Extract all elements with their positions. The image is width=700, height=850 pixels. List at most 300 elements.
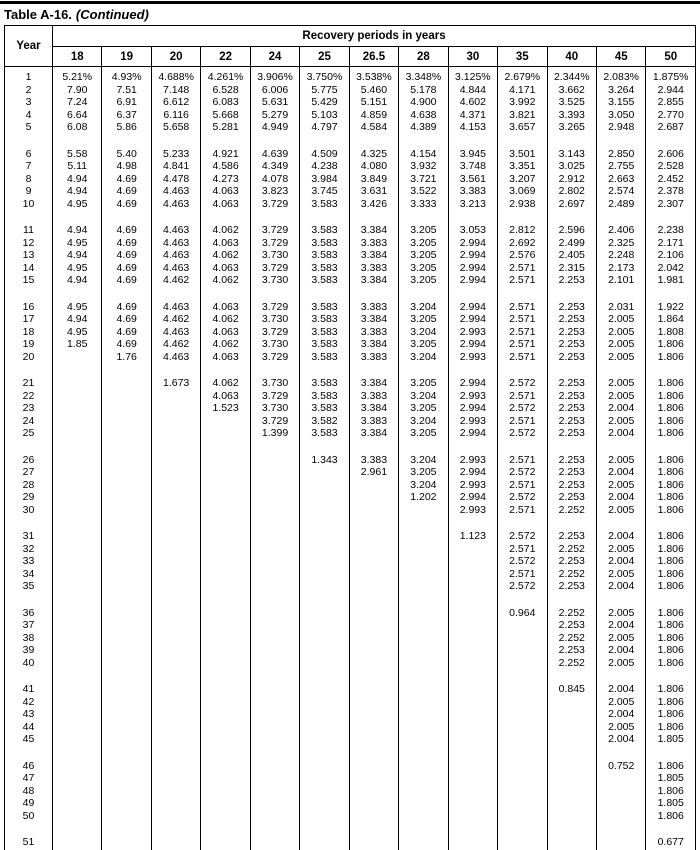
value-cell: 3.384: [349, 377, 398, 390]
value-cell: [250, 772, 299, 785]
group-spacer-row: [5, 822, 696, 836]
value-cell: 1.806: [646, 760, 696, 773]
value-cell: 4.371: [448, 109, 497, 122]
value-cell: [399, 555, 448, 568]
value-cell: 2.452: [646, 173, 696, 186]
value-cell: [53, 696, 102, 709]
value-cell: 4.478: [151, 173, 200, 186]
value-cell: 2.253: [547, 377, 596, 390]
value-cell: [349, 580, 398, 593]
value-cell: [448, 733, 497, 746]
table-row: [5, 313, 696, 326]
table-row: [5, 262, 696, 275]
value-cell: 4.063: [201, 185, 250, 198]
year-cell: 30: [5, 504, 53, 517]
value-cell: 2.571: [498, 454, 547, 467]
year-cell: 42: [5, 696, 53, 709]
value-cell: 5.21%: [53, 67, 102, 84]
table-title: [0, 4, 700, 25]
value-cell: 5.658: [151, 121, 200, 134]
value-cell: [399, 543, 448, 556]
value-cell: [448, 683, 497, 696]
value-cell: 6.08: [53, 121, 102, 134]
value-cell: [448, 580, 497, 593]
value-cell: [53, 555, 102, 568]
value-cell: [53, 810, 102, 823]
value-cell: 2.572: [498, 555, 547, 568]
value-cell: [250, 657, 299, 670]
value-cell: 2.253: [547, 301, 596, 314]
value-cell: 2.173: [596, 262, 645, 275]
value-cell: [498, 772, 547, 785]
value-cell: 3.538%: [349, 67, 398, 84]
value-cell: 4.69: [102, 301, 151, 314]
value-cell: [349, 810, 398, 823]
year-cell: 1: [5, 67, 53, 84]
value-cell: [399, 632, 448, 645]
value-cell: [448, 555, 497, 568]
year-cell: 24: [5, 415, 53, 428]
year-cell: 39: [5, 644, 53, 657]
value-cell: [349, 555, 398, 568]
value-cell: 4.841: [151, 160, 200, 173]
value-cell: [547, 797, 596, 810]
table-row: [5, 249, 696, 262]
value-cell: 2.571: [498, 326, 547, 339]
value-cell: [53, 454, 102, 467]
value-cell: [201, 415, 250, 428]
value-cell: 2.005: [596, 657, 645, 670]
value-cell: 4.586: [201, 160, 250, 173]
value-cell: 4.462: [151, 338, 200, 351]
value-cell: 3.384: [349, 402, 398, 415]
value-cell: 3.383: [349, 415, 398, 428]
value-cell: 1.76: [102, 351, 151, 364]
value-cell: 1.806: [646, 402, 696, 415]
value-cell: 5.103: [300, 109, 349, 122]
value-cell: 4.69: [102, 274, 151, 287]
group-spacer-row: [5, 287, 696, 301]
year-cell: 16: [5, 301, 53, 314]
value-cell: 4.463: [151, 224, 200, 237]
value-cell: [399, 696, 448, 709]
value-cell: 2.572: [498, 580, 547, 593]
value-cell: 3.204: [399, 390, 448, 403]
value-cell: [102, 632, 151, 645]
value-cell: [596, 797, 645, 810]
value-cell: 2.253: [547, 644, 596, 657]
year-cell: 34: [5, 568, 53, 581]
value-cell: 4.063: [201, 198, 250, 211]
value-cell: 3.945: [448, 148, 497, 161]
period-column-header: 35: [498, 47, 547, 67]
value-cell: [300, 466, 349, 479]
value-cell: [201, 644, 250, 657]
group-spacer-row: [5, 134, 696, 148]
value-cell: 3.383: [349, 262, 398, 275]
value-cell: 2.344%: [547, 67, 596, 84]
table-row: [5, 760, 696, 773]
value-cell: [547, 836, 596, 850]
value-cell: [250, 683, 299, 696]
value-cell: [102, 402, 151, 415]
value-cell: 3.265: [547, 121, 596, 134]
value-cell: 2.005: [596, 326, 645, 339]
value-cell: [399, 785, 448, 798]
value-cell: 3.582: [300, 415, 349, 428]
value-cell: 0.752: [596, 760, 645, 773]
table-row: [5, 785, 696, 798]
value-cell: 4.349: [250, 160, 299, 173]
year-cell: 48: [5, 785, 53, 798]
value-cell: 3.205: [399, 377, 448, 390]
value-cell: 2.572: [498, 466, 547, 479]
value-cell: 3.729: [250, 224, 299, 237]
value-cell: [399, 530, 448, 543]
value-cell: [498, 797, 547, 810]
value-cell: [349, 568, 398, 581]
value-cell: 2.005: [596, 568, 645, 581]
value-cell: [151, 580, 200, 593]
year-cell: 15: [5, 274, 53, 287]
table-row: [5, 301, 696, 314]
value-cell: [250, 504, 299, 517]
value-cell: 2.912: [547, 173, 596, 186]
value-cell: 2.697: [547, 198, 596, 211]
value-cell: 5.281: [201, 121, 250, 134]
value-cell: [547, 772, 596, 785]
table-row: [5, 644, 696, 657]
value-cell: [53, 504, 102, 517]
value-cell: 3.205: [399, 249, 448, 262]
depreciation-table: [4, 25, 696, 850]
value-cell: [300, 721, 349, 734]
value-cell: [399, 568, 448, 581]
value-cell: [349, 797, 398, 810]
value-cell: [151, 543, 200, 556]
value-cell: 3.583: [300, 301, 349, 314]
value-cell: [151, 619, 200, 632]
value-cell: 1.806: [646, 785, 696, 798]
value-cell: 2.004: [596, 402, 645, 415]
table-row: [5, 121, 696, 134]
value-cell: 3.748: [448, 160, 497, 173]
value-cell: 7.148: [151, 84, 200, 97]
value-cell: [399, 644, 448, 657]
value-cell: [102, 760, 151, 773]
value-cell: 2.993: [448, 390, 497, 403]
value-cell: [201, 785, 250, 798]
value-cell: [399, 607, 448, 620]
period-column-header: 28: [399, 47, 448, 67]
value-cell: [498, 708, 547, 721]
value-cell: [53, 772, 102, 785]
value-cell: [201, 568, 250, 581]
value-cell: 3.745: [300, 185, 349, 198]
year-cell: 23: [5, 402, 53, 415]
period-column-header: 26.5: [349, 47, 398, 67]
value-cell: [102, 454, 151, 467]
value-cell: 3.522: [399, 185, 448, 198]
value-cell: 1.875%: [646, 67, 696, 84]
value-cell: [349, 644, 398, 657]
value-cell: 2.993: [448, 415, 497, 428]
value-cell: 2.005: [596, 632, 645, 645]
value-cell: [250, 733, 299, 746]
value-cell: 1.806: [646, 721, 696, 734]
value-cell: 2.770: [646, 109, 696, 122]
value-cell: [151, 760, 200, 773]
value-cell: 4.94: [53, 173, 102, 186]
value-cell: 4.69: [102, 173, 151, 186]
value-cell: [201, 555, 250, 568]
value-cell: [102, 836, 151, 850]
value-cell: 2.004: [596, 427, 645, 440]
value-cell: [300, 580, 349, 593]
value-cell: 2.005: [596, 543, 645, 556]
value-cell: 2.993: [448, 454, 497, 467]
value-cell: 1.343: [300, 454, 349, 467]
value-cell: 3.383: [349, 326, 398, 339]
value-cell: [102, 644, 151, 657]
value-cell: 6.116: [151, 109, 200, 122]
value-cell: 5.631: [250, 96, 299, 109]
table-row: [5, 173, 696, 186]
value-cell: [151, 708, 200, 721]
value-cell: [53, 785, 102, 798]
value-cell: [250, 696, 299, 709]
value-cell: [53, 402, 102, 415]
value-cell: [448, 607, 497, 620]
value-cell: 2.004: [596, 733, 645, 746]
value-cell: 3.729: [250, 301, 299, 314]
value-cell: [53, 415, 102, 428]
value-cell: 3.204: [399, 479, 448, 492]
value-cell: 2.238: [646, 224, 696, 237]
value-cell: 2.252: [547, 543, 596, 556]
table-row: [5, 810, 696, 823]
value-cell: [53, 797, 102, 810]
value-cell: [151, 530, 200, 543]
value-cell: [53, 466, 102, 479]
value-cell: [151, 632, 200, 645]
value-cell: 2.252: [547, 568, 596, 581]
value-cell: 1.806: [646, 810, 696, 823]
value-cell: 3.205: [399, 313, 448, 326]
value-cell: 3.348%: [399, 67, 448, 84]
year-cell: 50: [5, 810, 53, 823]
value-cell: 7.90: [53, 84, 102, 97]
value-cell: 3.384: [349, 274, 398, 287]
value-cell: [448, 696, 497, 709]
value-cell: 3.729: [250, 262, 299, 275]
value-cell: 2.307: [646, 198, 696, 211]
value-cell: 1.806: [646, 568, 696, 581]
value-cell: [349, 607, 398, 620]
value-cell: 4.463: [151, 351, 200, 364]
table-title-main: Table A-16.: [4, 7, 72, 22]
value-cell: [151, 466, 200, 479]
value-cell: 3.821: [498, 109, 547, 122]
value-cell: 1.806: [646, 644, 696, 657]
value-cell: 3.729: [250, 237, 299, 250]
value-cell: 4.171: [498, 84, 547, 97]
value-cell: 2.812: [498, 224, 547, 237]
value-cell: [300, 760, 349, 773]
year-cell: 20: [5, 351, 53, 364]
value-cell: [399, 772, 448, 785]
value-cell: [151, 555, 200, 568]
value-cell: 5.178: [399, 84, 448, 97]
value-cell: 1.805: [646, 772, 696, 785]
value-cell: 3.383: [349, 390, 398, 403]
value-cell: 1.808: [646, 326, 696, 339]
table-row: [5, 657, 696, 670]
value-cell: 3.583: [300, 338, 349, 351]
value-cell: [300, 607, 349, 620]
value-cell: [300, 772, 349, 785]
value-cell: [349, 708, 398, 721]
value-cell: 2.574: [596, 185, 645, 198]
value-cell: 2.993: [448, 504, 497, 517]
value-cell: 3.906%: [250, 67, 299, 84]
value-cell: 3.583: [300, 377, 349, 390]
table-row: [5, 632, 696, 645]
value-cell: 2.571: [498, 301, 547, 314]
value-cell: [448, 708, 497, 721]
value-cell: [201, 427, 250, 440]
value-cell: [250, 721, 299, 734]
value-cell: 2.571: [498, 338, 547, 351]
value-cell: 4.462: [151, 274, 200, 287]
table-row: [5, 237, 696, 250]
year-cell: 11: [5, 224, 53, 237]
value-cell: 2.253: [547, 491, 596, 504]
value-cell: 3.204: [399, 415, 448, 428]
group-spacer-row: [5, 746, 696, 760]
value-cell: 1.806: [646, 607, 696, 620]
value-cell: 3.501: [498, 148, 547, 161]
value-cell: 1.806: [646, 351, 696, 364]
table-row: [5, 351, 696, 364]
value-cell: [498, 644, 547, 657]
group-spacer-row: [5, 593, 696, 607]
value-cell: 2.944: [646, 84, 696, 97]
value-cell: [547, 721, 596, 734]
value-cell: 4.94: [53, 313, 102, 326]
value-cell: 2.994: [448, 262, 497, 275]
value-cell: 3.205: [399, 466, 448, 479]
value-cell: [349, 696, 398, 709]
value-cell: 2.850: [596, 148, 645, 161]
value-cell: 4.69: [102, 198, 151, 211]
value-cell: 2.528: [646, 160, 696, 173]
value-cell: 3.583: [300, 390, 349, 403]
value-cell: [596, 772, 645, 785]
value-cell: 5.151: [349, 96, 398, 109]
value-cell: [201, 733, 250, 746]
value-cell: 1.806: [646, 377, 696, 390]
value-cell: 2.571: [498, 262, 547, 275]
value-cell: 1.806: [646, 390, 696, 403]
value-cell: [53, 351, 102, 364]
value-cell: [399, 708, 448, 721]
value-cell: 2.572: [498, 402, 547, 415]
value-cell: 1.202: [399, 491, 448, 504]
value-cell: [151, 427, 200, 440]
value-cell: 4.463: [151, 185, 200, 198]
value-cell: 2.106: [646, 249, 696, 262]
value-cell: [498, 632, 547, 645]
value-cell: 3.383: [349, 301, 398, 314]
value-cell: 4.639: [250, 148, 299, 161]
value-cell: 3.583: [300, 326, 349, 339]
year-cell: 43: [5, 708, 53, 721]
value-cell: 2.315: [547, 262, 596, 275]
value-cell: 1.806: [646, 479, 696, 492]
value-cell: 3.125%: [448, 67, 497, 84]
value-cell: [300, 555, 349, 568]
value-cell: 2.994: [448, 237, 497, 250]
value-cell: 2.855: [646, 96, 696, 109]
value-cell: 2.606: [646, 148, 696, 161]
value-cell: [250, 580, 299, 593]
value-cell: 2.253: [547, 415, 596, 428]
value-cell: [250, 454, 299, 467]
table-row: [5, 109, 696, 122]
value-cell: 4.69: [102, 185, 151, 198]
value-cell: [102, 377, 151, 390]
year-cell: 47: [5, 772, 53, 785]
value-cell: 3.143: [547, 148, 596, 161]
value-cell: [53, 644, 102, 657]
value-cell: 2.325: [596, 237, 645, 250]
value-cell: [547, 696, 596, 709]
value-cell: [300, 504, 349, 517]
value-cell: 4.063: [201, 262, 250, 275]
value-cell: [102, 427, 151, 440]
value-cell: [201, 454, 250, 467]
value-cell: [151, 644, 200, 657]
year-cell: 37: [5, 619, 53, 632]
value-cell: 2.004: [596, 466, 645, 479]
value-cell: 1.806: [646, 555, 696, 568]
value-cell: [102, 683, 151, 696]
value-cell: [53, 721, 102, 734]
value-cell: 5.775: [300, 84, 349, 97]
value-cell: [448, 619, 497, 632]
value-cell: [201, 632, 250, 645]
value-cell: 3.384: [349, 313, 398, 326]
value-cell: 4.080: [349, 160, 398, 173]
table-row: [5, 530, 696, 543]
value-cell: [102, 568, 151, 581]
value-cell: 1.806: [646, 338, 696, 351]
value-cell: 3.730: [250, 274, 299, 287]
value-cell: 3.583: [300, 351, 349, 364]
value-cell: [250, 543, 299, 556]
value-cell: [102, 721, 151, 734]
value-cell: [300, 479, 349, 492]
period-columns-row: [5, 47, 696, 67]
value-cell: 2.687: [646, 121, 696, 134]
value-cell: 1.806: [646, 580, 696, 593]
value-cell: 4.688%: [151, 67, 200, 84]
value-cell: 4.921: [201, 148, 250, 161]
value-cell: [53, 543, 102, 556]
table-row: [5, 619, 696, 632]
value-cell: [102, 415, 151, 428]
